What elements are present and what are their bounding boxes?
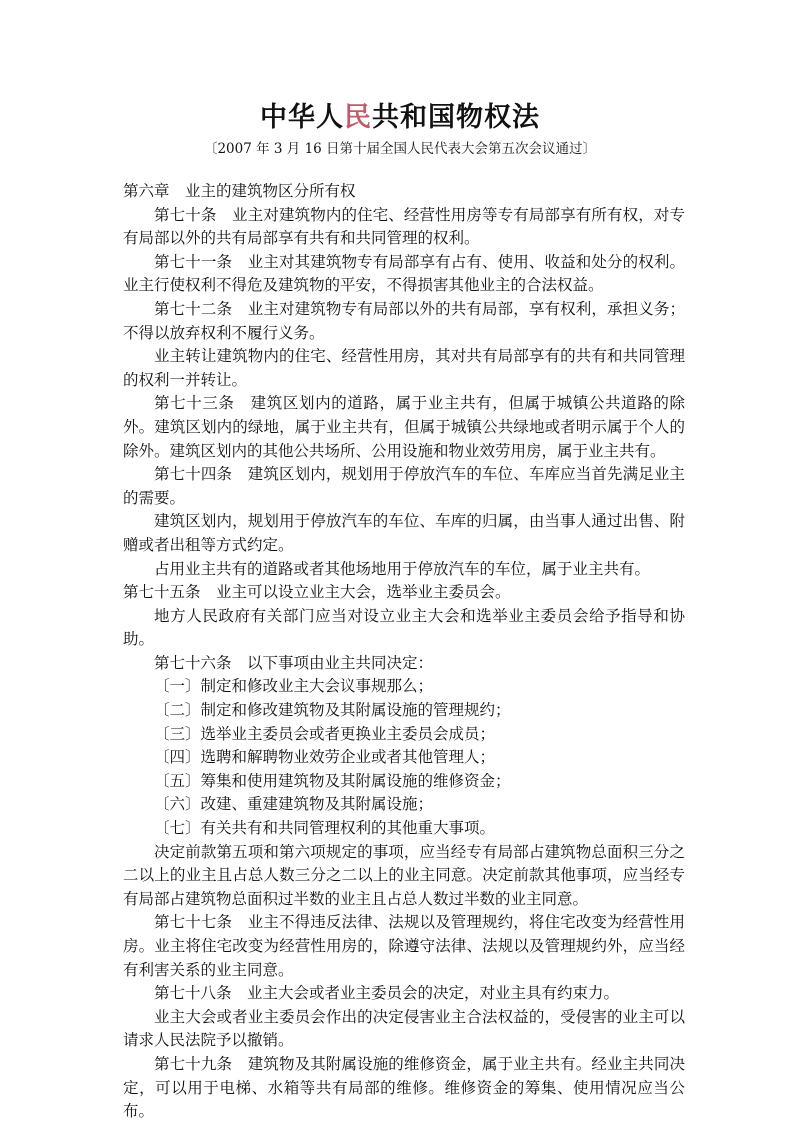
list-item: 〔六〕改建、重建建筑物及其附属设施；	[154, 795, 434, 814]
article-72-para-2: 业主转让建筑物内的住宅、经营性用房，其对共有局部享有的共有和共同管理的权利一并转让。	[123, 347, 685, 389]
chapter-heading: 第六章 业主的建筑物区分所有权	[123, 182, 356, 200]
list-item: 〔二〕制定和修改建筑物及其附属设施的管理规约；	[154, 701, 511, 720]
article-73: 第七十三条 建筑区划内的道路，属于业主共有，但属于城镇公共道路的除外。建筑区划内的绿地，属于业主共有，但属于城镇公共绿地或者明示属于个人的除外。建筑区划内的其他公共场所、公用设施和物业效劳用房，属于业主共有。	[123, 394, 685, 460]
article-75-para-2: 地方人民政府有关部门应当对设立业主大会和选举业主委员会给予指导和协助。	[123, 606, 685, 649]
article-76-para-2: 决定前款第五项和第六项规定的事项，应当经专有局部占建筑物总面积三分之二以上的业主且占总人数三分之二以上的业主同意。决定前款其他事项，应当经专有局部占建筑物总面积过半数的业主且占总人数过半数的业主同意。	[123, 842, 685, 908]
article-78: 第七十八条 业主大会或者业主委员会的决定，对业主具有约束力。	[154, 984, 620, 1003]
article-74-para-2: 建筑区划内，规划用于停放汽车的车位、车库的归属，由当事人通过出售、附赠或者出租等方式约定。	[123, 512, 685, 554]
list-item: 〔一〕制定和修改业主大会议事规那么；	[154, 677, 434, 696]
document-body	[123, 180, 685, 1124]
article-74: 第七十四条 建筑区划内，规划用于停放汽车的车位、车库应当首先满足业主的需要。	[123, 465, 685, 507]
article-72: 第七十二条 业主对建筑物专有局部以外的共有局部，享有权利，承担义务；不得以放弃权利不履行义务。	[123, 299, 685, 342]
list-item: 〔五〕筹集和使用建筑物及其附属设施的维修资金；	[154, 771, 511, 790]
title-part-2: 共和国物权法	[372, 102, 540, 133]
document-title	[0, 100, 800, 136]
article-77: 第七十七条 业主不得违反法律、法规以及管理规约，将住宅改变为经营性用房。业主将住宅改变为经营性用房的，除遵守法律、法规以及管理规约外，应当经有利害关系的业主同意。	[123, 913, 685, 979]
article-76: 第七十六条 以下事项由业主共同决定：	[154, 653, 434, 672]
article-70: 第七十条 业主对建筑物内的住宅、经营性用房等专有局部享有所有权，对专有局部以外的共有局部享有共有和共同管理的权利。	[123, 205, 685, 248]
article-74-para-3: 占用业主共有的道路或者其他场地用于停放汽车的车位，属于业主共有。	[154, 559, 651, 578]
list-item: 〔七〕有关共有和共同管理权利的其他重大事项。	[154, 819, 496, 838]
article-79: 第七十九条 建筑物及其附属设施的维修资金，属于业主共有。经业主共同决定，可以用于电梯、水箱等共有局部的维修。维修资金的筹集、使用情况应当公布。	[123, 1054, 685, 1121]
article-71: 第七十一条 业主对其建筑物专有局部享有占有、使用、收益和处分的权利。业主行使权利不得危及建筑物的平安，不得损害其他业主的合法权益。	[123, 252, 685, 295]
document-subtitle: 〔2007 年 3 月 16 日第十届全国人民代表大会第五次会议通过〕	[203, 141, 597, 157]
list-item: 〔四〕选聘和解聘物业效劳企业或者其他管理人；	[154, 748, 496, 767]
title-highlight: 民	[344, 102, 372, 133]
list-item: 〔三〕选举业主委员会或者更换业主委员会成员；	[154, 724, 496, 743]
article-78-para-2: 业主大会或者业主委员会作出的决定侵害业主合法权益的，受侵害的业主可以请求人民法院予以撤销。	[123, 1007, 685, 1050]
article-75: 第七十五条 业主可以设立业主大会，选举业主委员会。	[123, 583, 511, 602]
title-part-1: 中华人	[260, 102, 344, 133]
